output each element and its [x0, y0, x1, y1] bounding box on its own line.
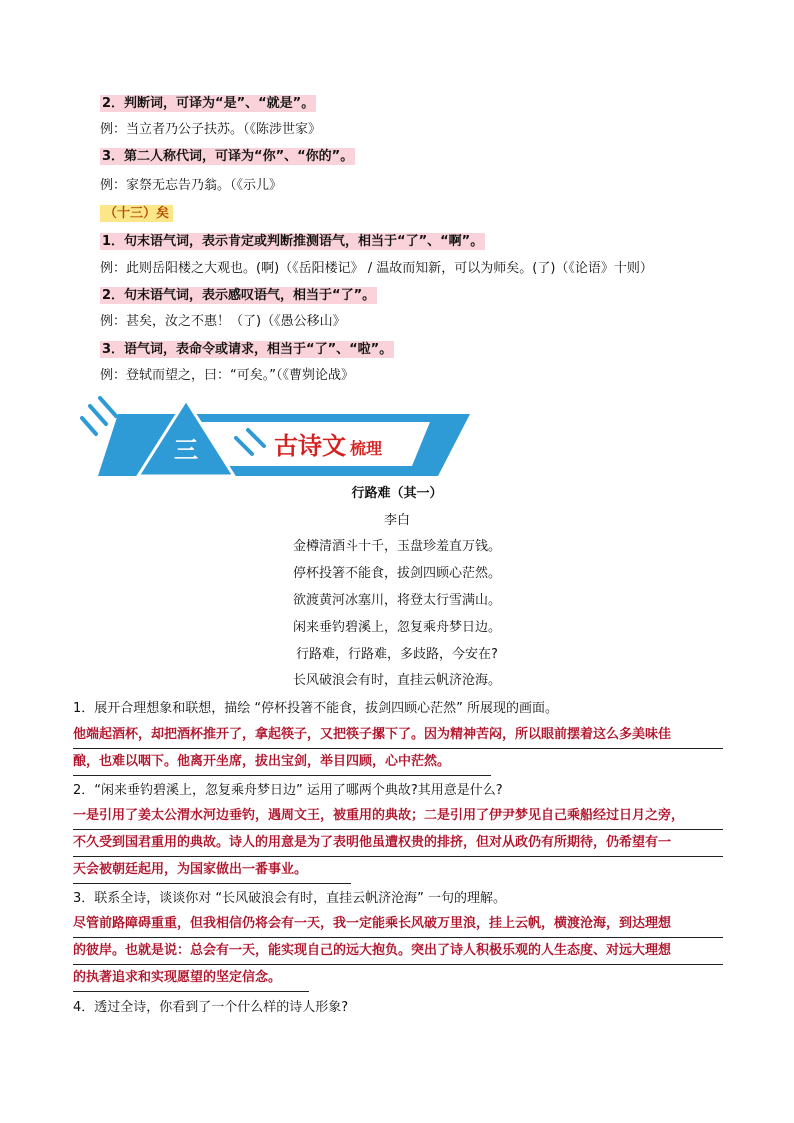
- poem-line: 闲来垂钓碧溪上，忽复乘舟梦日边。: [292, 620, 501, 635]
- poem-line: 欲渡黄河冰塞川，将登太行雪满山。: [292, 593, 501, 608]
- example-2b: 例：甚矣，汝之不惠！（了)（《愚公移山》: [100, 314, 346, 329]
- rule-highlight: 3．第二人称代词，可译为“你”、“你的”。: [102, 149, 354, 164]
- question-1: 1．展开合理想象和联想，描绘 “停杯投箸不能食，拔剑四顾心茫然” 所展现的画面。: [73, 701, 559, 716]
- poem-line: 行路难，行路难，多歧路，今安在?: [296, 647, 498, 662]
- example-3b: 例：登轼而望之，曰：“可矣。”（《曹刿论战》: [100, 368, 354, 383]
- example-2: 例：当立者乃公子扶苏。（《陈涉世家》: [100, 122, 322, 137]
- rule-item-2b: 2．句末语气词，表示感叹语气，相当于“了”。: [102, 288, 376, 303]
- answer-line: 的彼岸。也就是说：总会有一天，能实现自己的远大抱负。突出了诗人积极乐观的人生态度、对远大理想: [73, 938, 723, 965]
- poem-author: 李白: [383, 513, 410, 528]
- banner-number: 三: [174, 436, 198, 464]
- banner-title-big: 古诗文: [274, 431, 346, 460]
- answer-line: 一是引用了姜太公渭水河边垂钓，遇周文王，被重用的典故；二是引用了伊尹梦见自己乘船经过日月之旁，: [73, 803, 723, 830]
- answer-2: [73, 803, 723, 884]
- section-heading: （十三）矣: [100, 204, 173, 224]
- section-banner: [78, 392, 470, 476]
- answer-1: [73, 722, 723, 776]
- rule-highlight: 2．判断词，可译为“是”、“就是”。: [102, 96, 315, 111]
- poem-line: 长风破浪会有时，直挂云帆济沧海。: [292, 673, 501, 688]
- example-1: 例：此则岳阳楼之大观也。(啊)（《岳阳楼记》 / 温故而知新，可以为师矣。(了)（《论语》十则）: [100, 261, 653, 276]
- rule-item-3b: 3．语气词，表命令或请求，相当于“了”、“啦”。: [102, 342, 393, 357]
- answer-line: 尽管前路障碍重重，但我相信仍将会有一天，我一定能乘长风破万里浪，挂上云帆，横渡沧海，到达理想: [73, 911, 723, 938]
- example-3: 例：家祭无忘告乃翁。（《示儿》: [100, 178, 283, 193]
- answer-3: [73, 911, 723, 992]
- answer-line: 的执著追求和实现愿望的坚定信念。: [73, 965, 309, 992]
- banner-deco-left: [82, 398, 116, 434]
- answer-line: 他端起酒杯，却把酒杯推开了，拿起筷子，又把筷子摞下了。因为精神苦闷，所以眼前摆着这么多美味佳: [73, 722, 723, 749]
- answer-line: 天会被朝廷起用，为国家做出一番事业。: [73, 857, 351, 884]
- question-4: 4．透过全诗，你看到了一个什么样的诗人形象?: [73, 1000, 349, 1015]
- answer-line: 不久受到国君重用的典故。诗人的用意是为了表明他虽遭权贵的排挤，但对从政仍有所期待，仍希望有一: [73, 830, 723, 857]
- rule-item-3: [100, 147, 355, 167]
- rule-item-2: [100, 94, 316, 114]
- poem-line: 停杯投箸不能食，拔剑四顾心茫然。: [292, 566, 501, 581]
- banner-title-small: 梳理: [350, 439, 383, 458]
- poem-title: 行路难（其一）: [351, 486, 443, 501]
- rule-item-1: 1．句末语气词，表示肯定或判断推测语气，相当于“了”、“啊”。: [102, 234, 484, 249]
- answer-line: 酿，也难以咽下。他离开坐席，拔出宝剑，举目四顾，心中茫然。: [73, 749, 491, 776]
- poem-line: 金樽清酒斗十千，玉盘珍羞直万钱。: [292, 539, 501, 554]
- question-2: 2．“闲来垂钓碧溪上，忽复乘舟梦日边” 运用了哪两个典故?其用意是什么?: [73, 783, 503, 798]
- question-3: 3．联系全诗，谈谈你对 “长风破浪会有时，直挂云帆济沧海” 一句的理解。: [73, 891, 507, 906]
